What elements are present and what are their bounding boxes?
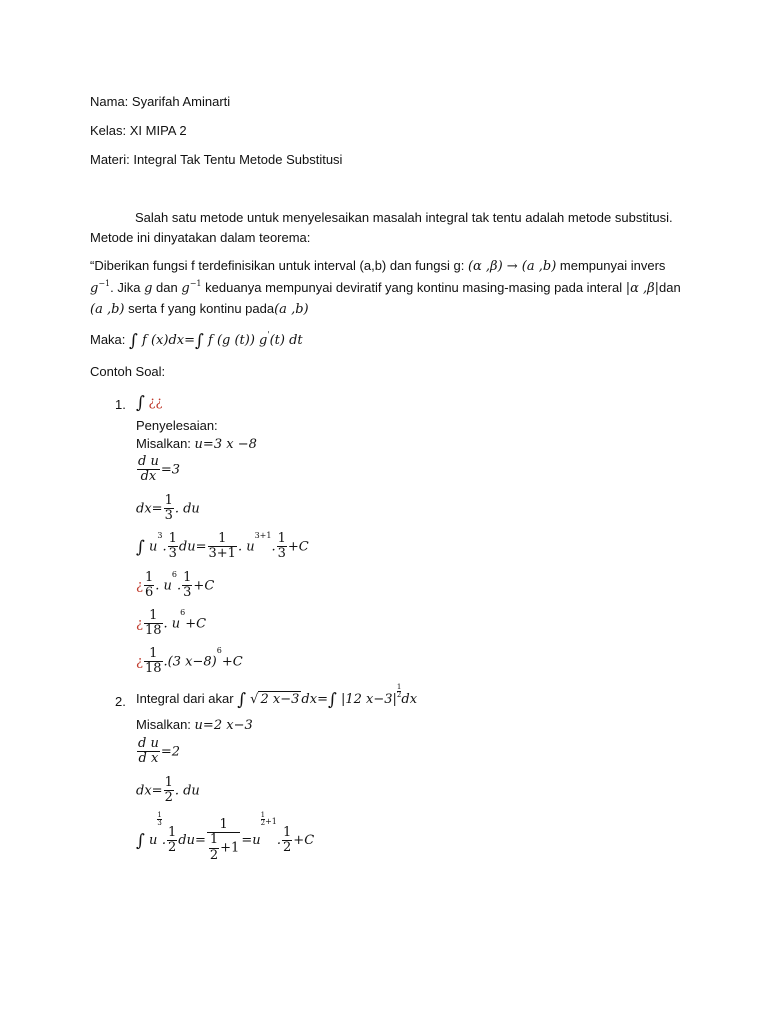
integral-symbol: ∫ xyxy=(136,393,145,413)
example-1-integral: ∫ $u^3$. $\frac{1}{3}$ du= $\frac{1}{3+1}$ . $u^{3+1}$. $\frac{1}{3}$ +C xyxy=(136,531,309,562)
example-1-dx: dx= $\frac{1}{3}$ . du xyxy=(136,493,200,524)
theorem-line-1 xyxy=(90,258,665,275)
formula-g: g xyxy=(144,281,153,296)
example-1-problem xyxy=(136,393,162,413)
formula-example-2: ∫ √ 2 x−3 dx=∫ |12 x−3| $\frac{1}{2}$ dx xyxy=(237,683,418,710)
intro-line-1: Salah satu metode untuk menyelesaikan masalah integral tak tentu adalah metode substitusi. xyxy=(135,210,673,225)
student-name: Nama: Syarifah Aminarti xyxy=(90,94,231,109)
examples-title: Contoh Soal: xyxy=(90,364,166,379)
example-2-number: 2. xyxy=(115,694,126,709)
formula-interval-ab: (a ,b) xyxy=(90,302,125,317)
red-mark: ¿ xyxy=(136,616,143,632)
example-1-step-4: ¿ $\frac{1}{18}$ .(3 x−8)$^6$+C xyxy=(136,646,243,677)
formula-u-def-2: u=2 x−3 xyxy=(194,718,253,733)
example-2-dx: dx= $\frac{1}{2}$ . du xyxy=(136,775,200,806)
formula-g-inverse: $g^{-1}$ xyxy=(90,279,111,296)
maka-label: Maka: xyxy=(90,332,126,347)
formula-interval-ab-2: (a ,b) xyxy=(274,302,309,317)
formula-interval-alpha-beta: |α ,β| xyxy=(625,281,660,296)
student-class: Kelas: XI MIPA 2 xyxy=(90,123,187,138)
example-1-number: 1. xyxy=(115,397,126,412)
misalkan-label: Misalkan: xyxy=(136,436,191,451)
theorem-text-b1: . Jika xyxy=(110,280,141,295)
formula-substitution-theorem: ∫ f (x)dx=∫ f (g (t)) g'(t) dt xyxy=(129,330,303,351)
formula-u-def: u=3 x −8 xyxy=(194,437,257,452)
broken-glyphs: ¿¿ xyxy=(148,395,163,410)
theorem-text-a: “Diberikan fungsi f terdefinisikan untuk interval (a,b) dan fungsi g: xyxy=(90,258,465,273)
theorem-text-b4: dan xyxy=(659,280,681,295)
example-1-substitution xyxy=(136,436,257,453)
theorem-text-a-end: mempunyai invers xyxy=(559,258,666,273)
theorem-text-b2: dan xyxy=(156,280,178,295)
example-2-label: Integral dari akar xyxy=(136,691,234,706)
misalkan-label: Misalkan: xyxy=(136,717,191,732)
example-1-step-2: ¿ $\frac{1}{6}$ . $u^6$. $\frac{1}{3}$ +C xyxy=(136,570,215,601)
theorem-conclusion xyxy=(90,331,303,351)
red-mark: ¿ xyxy=(136,578,143,594)
example-2-du-dx: $\frac{\text{d u}}{\text{d x}}$ =2 xyxy=(138,736,181,767)
material-title: Materi: Integral Tak Tentu Metode Substitusi xyxy=(90,152,343,167)
theorem-text-c: serta f yang kontinu pada xyxy=(128,301,275,316)
example-2-problem xyxy=(136,683,418,710)
theorem-text-b3: keduanya mempunyai deviratif yang kontinu masing-masing pada interal xyxy=(205,280,623,295)
formula-g-inverse-2: $g^{-1}$ xyxy=(181,279,202,296)
example-1-step-3: ¿ $\frac{1}{18}$ . $u^6+C$ xyxy=(136,608,207,639)
example-1-du-dx: $\frac{\text{d u}}{dx}$ =3 xyxy=(138,454,181,485)
example-2-integral: ∫ u $\frac{1}{3}$ . $\frac{1}{2}$ du= 1 $\frac{1}{2}$ +1 =u $\frac{1}{2}$ $^{+1}$. $\frac{1}{2}$ +C xyxy=(136,811,315,863)
intro-line-2: Metode ini dinyatakan dalam teorema: xyxy=(90,230,311,245)
red-mark: ¿ xyxy=(136,654,143,670)
example-2-substitution xyxy=(136,717,253,734)
theorem-formula-map: (α ,β) → (a ,b) xyxy=(467,259,557,274)
theorem-line-3 xyxy=(90,301,309,318)
example-1-solution-label: Penyelesaian: xyxy=(136,418,218,433)
theorem-line-2 xyxy=(90,280,681,297)
